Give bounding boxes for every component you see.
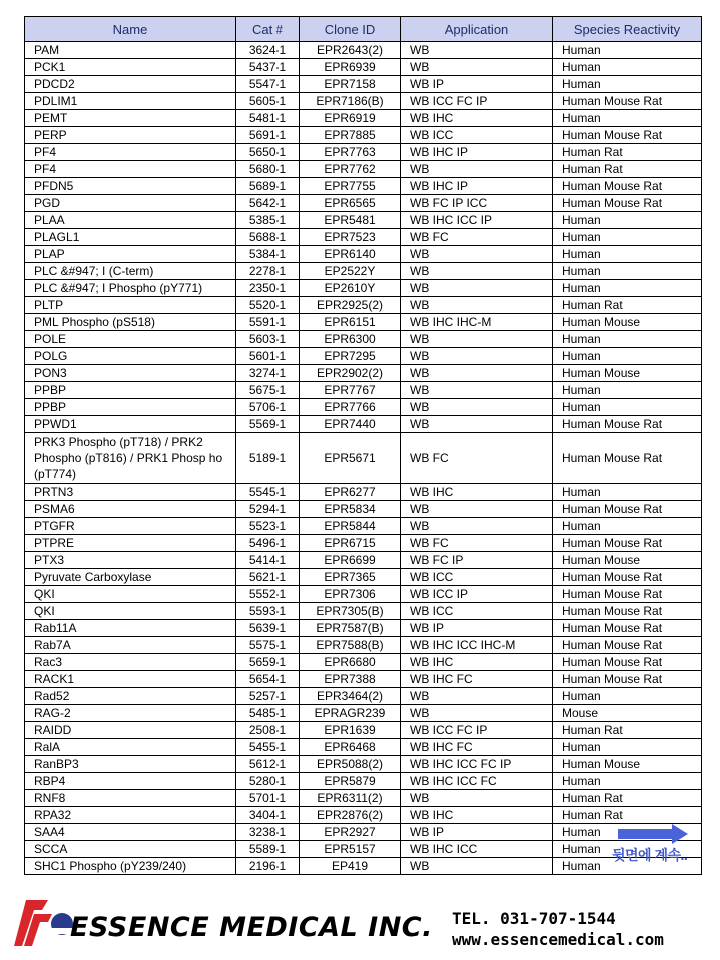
table-row (25, 110, 702, 127)
cell-application: WB (401, 858, 553, 875)
cell-name: POLE (25, 331, 236, 348)
cell-species: Human (553, 841, 702, 858)
company-name: ESSENCE MEDICAL INC. (70, 912, 433, 943)
cell-cat: 5654-1 (236, 671, 300, 688)
cell-clone-id: EPR7767 (300, 382, 401, 399)
cell-application: WB ICC (401, 569, 553, 586)
cell-application: WB IHC ICC FC (401, 773, 553, 790)
cell-clone-id: EPR7365 (300, 569, 401, 586)
table-row (25, 484, 702, 501)
cell-name: Rab11A (25, 620, 236, 637)
cell-species: Human (553, 773, 702, 790)
table-row (25, 246, 702, 263)
cell-species: Human (553, 246, 702, 263)
cell-application: WB (401, 331, 553, 348)
cell-cat: 5189-1 (236, 433, 300, 484)
cell-clone-id: EPR2902(2) (300, 365, 401, 382)
cell-cat: 5384-1 (236, 246, 300, 263)
cell-species: Human Mouse Rat (553, 671, 702, 688)
cell-clone-id: EPR7523 (300, 229, 401, 246)
cell-species: Human Mouse Rat (553, 603, 702, 620)
cell-name: PLC &#947; I (C-term) (25, 263, 236, 280)
cell-species: Human Rat (553, 161, 702, 178)
cell-clone-id: EPR7306 (300, 586, 401, 603)
table-row (25, 535, 702, 552)
cell-clone-id: EPR2876(2) (300, 807, 401, 824)
cell-cat: 5485-1 (236, 705, 300, 722)
table-header-row (25, 17, 702, 42)
header-name: Name (25, 17, 236, 42)
cell-cat: 2278-1 (236, 263, 300, 280)
cell-application: WB IHC ICC (401, 841, 553, 858)
cell-application: WB IHC (401, 484, 553, 501)
table-row (25, 773, 702, 790)
table-row (25, 654, 702, 671)
cell-name: PEMT (25, 110, 236, 127)
cell-name: Pyruvate Carboxylase (25, 569, 236, 586)
cell-species: Human Rat (553, 807, 702, 824)
telephone: TEL. 031-707-1544 (452, 909, 616, 928)
cell-cat: 5414-1 (236, 552, 300, 569)
table-row (25, 297, 702, 314)
table-row (25, 569, 702, 586)
cell-cat: 5612-1 (236, 756, 300, 773)
cell-application: WB (401, 382, 553, 399)
table-row (25, 637, 702, 654)
cell-application: WB (401, 59, 553, 76)
cell-name: Rab7A (25, 637, 236, 654)
cell-name: PSMA6 (25, 501, 236, 518)
cell-cat: 3238-1 (236, 824, 300, 841)
cell-application: WB IHC FC (401, 671, 553, 688)
cell-species: Human Rat (553, 722, 702, 739)
cell-species: Human (553, 484, 702, 501)
cell-cat: 5701-1 (236, 790, 300, 807)
table-row (25, 161, 702, 178)
cell-clone-id: EPRAGR239 (300, 705, 401, 722)
cell-application: WB IP (401, 620, 553, 637)
cell-clone-id: EPR6311(2) (300, 790, 401, 807)
cell-species: Human Mouse Rat (553, 127, 702, 144)
cell-application: WB FC IP ICC (401, 195, 553, 212)
cell-clone-id: EPR6939 (300, 59, 401, 76)
table-row (25, 705, 702, 722)
table-row (25, 824, 702, 841)
table-row (25, 518, 702, 535)
cell-name: RBP4 (25, 773, 236, 790)
cell-application: WB IHC IHC-M (401, 314, 553, 331)
cell-name: PERP (25, 127, 236, 144)
cell-species: Human (553, 382, 702, 399)
cell-name: QKI (25, 586, 236, 603)
cell-species: Human (553, 229, 702, 246)
cell-application: WB IHC FC (401, 739, 553, 756)
cell-application: WB ICC (401, 127, 553, 144)
table-row (25, 76, 702, 93)
cell-cat: 5385-1 (236, 212, 300, 229)
cell-application: WB (401, 348, 553, 365)
cell-application: WB FC IP (401, 552, 553, 569)
cell-name: PLTP (25, 297, 236, 314)
cell-cat: 5552-1 (236, 586, 300, 603)
cell-name: RACK1 (25, 671, 236, 688)
cell-clone-id: EPR6919 (300, 110, 401, 127)
cell-clone-id: EPR6140 (300, 246, 401, 263)
website: www.essencemedical.com (452, 930, 664, 949)
cell-clone-id: EPR5481 (300, 212, 401, 229)
cell-clone-id: EPR2925(2) (300, 297, 401, 314)
cell-name: Rac3 (25, 654, 236, 671)
cell-application: WB (401, 246, 553, 263)
cell-name: Rad52 (25, 688, 236, 705)
table-row (25, 790, 702, 807)
cell-species: Human Mouse Rat (553, 93, 702, 110)
cell-application: WB FC (401, 433, 553, 484)
cell-name: PPWD1 (25, 416, 236, 433)
cell-application: WB (401, 297, 553, 314)
cell-cat: 5659-1 (236, 654, 300, 671)
cell-name: SHC1 Phospho (pY239/240) (25, 858, 236, 875)
cell-application: WB FC (401, 535, 553, 552)
cell-species: Human (553, 331, 702, 348)
cell-name: RAIDD (25, 722, 236, 739)
cell-species: Human (553, 858, 702, 875)
table-row (25, 178, 702, 195)
cell-species: Human (553, 76, 702, 93)
cell-species: Human (553, 42, 702, 59)
cell-application: WB (401, 161, 553, 178)
cell-name: SCCA (25, 841, 236, 858)
cell-application: WB (401, 501, 553, 518)
cell-species: Human Mouse Rat (553, 586, 702, 603)
cell-application: WB (401, 280, 553, 297)
cell-cat: 5569-1 (236, 416, 300, 433)
table-row (25, 212, 702, 229)
table-row (25, 382, 702, 399)
header-species: Species Reactivity (553, 17, 702, 42)
cell-application: WB (401, 790, 553, 807)
cell-name: PGD (25, 195, 236, 212)
cell-application: WB IHC IP (401, 144, 553, 161)
cell-cat: 5691-1 (236, 127, 300, 144)
cell-species: Human (553, 59, 702, 76)
cell-application: WB IP (401, 76, 553, 93)
cell-species: Human Mouse (553, 314, 702, 331)
cell-clone-id: EPR2643(2) (300, 42, 401, 59)
cell-clone-id: EPR3464(2) (300, 688, 401, 705)
table-row (25, 93, 702, 110)
cell-cat: 5675-1 (236, 382, 300, 399)
cell-clone-id: EPR7763 (300, 144, 401, 161)
table-row (25, 127, 702, 144)
table-row (25, 433, 702, 484)
cell-species: Human (553, 263, 702, 280)
table-row (25, 280, 702, 297)
cell-application: WB (401, 42, 553, 59)
cell-clone-id: EPR7186(B) (300, 93, 401, 110)
cell-species: Human Mouse Rat (553, 569, 702, 586)
table-row (25, 314, 702, 331)
cell-cat: 5593-1 (236, 603, 300, 620)
cell-name: RNF8 (25, 790, 236, 807)
cell-clone-id: EPR7755 (300, 178, 401, 195)
cell-application: WB (401, 263, 553, 280)
cell-clone-id: EPR7388 (300, 671, 401, 688)
cell-clone-id: EP419 (300, 858, 401, 875)
cell-name: PFDN5 (25, 178, 236, 195)
cell-name: POLG (25, 348, 236, 365)
cell-application: WB ICC FC IP (401, 93, 553, 110)
cell-name: PPBP (25, 382, 236, 399)
cell-clone-id: EPR6300 (300, 331, 401, 348)
table-row (25, 416, 702, 433)
cell-clone-id: EPR6277 (300, 484, 401, 501)
cell-species: Human (553, 110, 702, 127)
cell-application: WB ICC (401, 603, 553, 620)
cell-cat: 5280-1 (236, 773, 300, 790)
cell-application: WB IHC (401, 110, 553, 127)
cell-cat: 5496-1 (236, 535, 300, 552)
cell-name: PDLIM1 (25, 93, 236, 110)
cell-clone-id: EPR6715 (300, 535, 401, 552)
table-row (25, 841, 702, 858)
header-cat: Cat # (236, 17, 300, 42)
table-row (25, 722, 702, 739)
cell-clone-id: EPR6468 (300, 739, 401, 756)
cell-species: Mouse (553, 705, 702, 722)
cell-application: WB (401, 705, 553, 722)
cell-clone-id: EPR7766 (300, 399, 401, 416)
table-row (25, 365, 702, 382)
cell-species: Human (553, 348, 702, 365)
cell-species: Human Mouse (553, 756, 702, 773)
table-row (25, 399, 702, 416)
cell-species: Human (553, 399, 702, 416)
cell-name: PTX3 (25, 552, 236, 569)
header-clone-id: Clone ID (300, 17, 401, 42)
cell-clone-id: EPR2927 (300, 824, 401, 841)
table-row (25, 858, 702, 875)
cell-clone-id: EPR6699 (300, 552, 401, 569)
cell-clone-id: EPR7158 (300, 76, 401, 93)
cell-clone-id: EPR7588(B) (300, 637, 401, 654)
table-row (25, 603, 702, 620)
header-application: Application (401, 17, 553, 42)
table-row (25, 552, 702, 569)
table-row (25, 59, 702, 76)
cell-clone-id: EPR1639 (300, 722, 401, 739)
cell-cat: 5547-1 (236, 76, 300, 93)
cell-clone-id: EPR6680 (300, 654, 401, 671)
cell-cat: 5688-1 (236, 229, 300, 246)
cell-cat: 5545-1 (236, 484, 300, 501)
cell-cat: 5706-1 (236, 399, 300, 416)
cell-clone-id: EPR5088(2) (300, 756, 401, 773)
table-body (25, 42, 702, 875)
cell-species: Human (553, 824, 702, 841)
cell-application: WB (401, 365, 553, 382)
cell-species: Human Mouse Rat (553, 178, 702, 195)
table-row (25, 671, 702, 688)
cell-clone-id: EPR5834 (300, 501, 401, 518)
cell-name: PLC &#947; I Phospho (pY771) (25, 280, 236, 297)
table-row (25, 807, 702, 824)
cell-application: WB IHC (401, 807, 553, 824)
cell-application: WB (401, 416, 553, 433)
cell-clone-id: EP2610Y (300, 280, 401, 297)
cell-name: RPA32 (25, 807, 236, 824)
cell-species: Human Mouse Rat (553, 501, 702, 518)
table-row (25, 620, 702, 637)
cell-cat: 3274-1 (236, 365, 300, 382)
cell-cat: 5589-1 (236, 841, 300, 858)
cell-application: WB IHC IP (401, 178, 553, 195)
cell-cat: 5437-1 (236, 59, 300, 76)
cell-name: PON3 (25, 365, 236, 382)
cell-cat: 5257-1 (236, 688, 300, 705)
cell-clone-id: EPR5157 (300, 841, 401, 858)
cell-species: Human (553, 688, 702, 705)
cell-application: WB IHC ICC IHC-M (401, 637, 553, 654)
cell-cat: 5294-1 (236, 501, 300, 518)
cell-species: Human (553, 518, 702, 535)
cell-clone-id: EPR7305(B) (300, 603, 401, 620)
cell-species: Human Mouse Rat (553, 433, 702, 484)
cell-clone-id: EPR5844 (300, 518, 401, 535)
cell-clone-id: EPR6151 (300, 314, 401, 331)
cell-application: WB IP (401, 824, 553, 841)
cell-cat: 5639-1 (236, 620, 300, 637)
cell-cat: 5575-1 (236, 637, 300, 654)
cell-application: WB (401, 518, 553, 535)
table-row (25, 42, 702, 59)
cell-name: PTPRE (25, 535, 236, 552)
cell-species: Human Rat (553, 790, 702, 807)
cell-cat: 2196-1 (236, 858, 300, 875)
cell-species: Human Mouse Rat (553, 535, 702, 552)
cell-name: PAM (25, 42, 236, 59)
continue-note: 뒷면에 계속.. (612, 847, 688, 863)
cell-species: Human Mouse Rat (553, 637, 702, 654)
cell-application: WB IHC ICC FC IP (401, 756, 553, 773)
cell-cat: 5621-1 (236, 569, 300, 586)
cell-clone-id: EPR7885 (300, 127, 401, 144)
cell-application: WB (401, 399, 553, 416)
table-row (25, 739, 702, 756)
cell-cat: 2508-1 (236, 722, 300, 739)
cell-clone-id: EPR7295 (300, 348, 401, 365)
cell-species: Human Rat (553, 144, 702, 161)
cell-application: WB IHC ICC IP (401, 212, 553, 229)
table-row (25, 501, 702, 518)
cell-cat: 5481-1 (236, 110, 300, 127)
cell-cat: 5520-1 (236, 297, 300, 314)
right-arrow-icon (618, 824, 688, 844)
cell-application: WB ICC FC IP (401, 722, 553, 739)
cell-name: RAG-2 (25, 705, 236, 722)
cell-name: RalA (25, 739, 236, 756)
cell-name: PLAP (25, 246, 236, 263)
cell-name: RanBP3 (25, 756, 236, 773)
cell-name: PLAA (25, 212, 236, 229)
cell-species: Human (553, 280, 702, 297)
cell-name: QKI (25, 603, 236, 620)
cell-species: Human Mouse (553, 365, 702, 382)
cell-name: PRTN3 (25, 484, 236, 501)
cell-cat: 5689-1 (236, 178, 300, 195)
cell-name: PF4 (25, 144, 236, 161)
table-row (25, 229, 702, 246)
cell-cat: 5605-1 (236, 93, 300, 110)
table-row (25, 144, 702, 161)
cell-application: WB (401, 688, 553, 705)
cell-cat: 5642-1 (236, 195, 300, 212)
cell-cat: 2350-1 (236, 280, 300, 297)
table-row (25, 348, 702, 365)
cell-name: SAA4 (25, 824, 236, 841)
cell-species: Human Mouse Rat (553, 195, 702, 212)
cell-clone-id: EPR7587(B) (300, 620, 401, 637)
cell-name: PPBP (25, 399, 236, 416)
company-logo (12, 898, 78, 950)
cell-clone-id: EPR5671 (300, 433, 401, 484)
cell-species: Human (553, 212, 702, 229)
cell-name: PML Phospho (pS518) (25, 314, 236, 331)
cell-species: Human Mouse Rat (553, 416, 702, 433)
cell-species: Human Mouse Rat (553, 620, 702, 637)
cell-name: PLAGL1 (25, 229, 236, 246)
cell-cat: 5603-1 (236, 331, 300, 348)
table-row (25, 756, 702, 773)
cell-cat: 5591-1 (236, 314, 300, 331)
cell-name: PF4 (25, 161, 236, 178)
cell-species: Human Mouse Rat (553, 654, 702, 671)
cell-species: Human (553, 739, 702, 756)
cell-clone-id: EPR5879 (300, 773, 401, 790)
cell-clone-id: EP2522Y (300, 263, 401, 280)
cell-species: Human Rat (553, 297, 702, 314)
cell-name: PTGFR (25, 518, 236, 535)
product-table (24, 16, 702, 875)
cell-name: PDCD2 (25, 76, 236, 93)
cell-cat: 5601-1 (236, 348, 300, 365)
cell-cat: 5680-1 (236, 161, 300, 178)
cell-clone-id: EPR6565 (300, 195, 401, 212)
table-row (25, 586, 702, 603)
cell-application: WB FC (401, 229, 553, 246)
table-row (25, 688, 702, 705)
cell-clone-id: EPR7762 (300, 161, 401, 178)
cell-cat: 3404-1 (236, 807, 300, 824)
table-row (25, 263, 702, 280)
cell-cat: 3624-1 (236, 42, 300, 59)
table-row (25, 195, 702, 212)
table-row (25, 331, 702, 348)
cell-species: Human Mouse (553, 552, 702, 569)
cell-application: WB ICC IP (401, 586, 553, 603)
cell-cat: 5650-1 (236, 144, 300, 161)
cell-cat: 5455-1 (236, 739, 300, 756)
cell-name: PCK1 (25, 59, 236, 76)
cell-clone-id: EPR7440 (300, 416, 401, 433)
cell-application: WB IHC (401, 654, 553, 671)
cell-name: PRK3 Phospho (pT718) / PRK2 Phospho (pT816) / PRK1 Phosp ho (pT774) (25, 433, 236, 484)
cell-cat: 5523-1 (236, 518, 300, 535)
